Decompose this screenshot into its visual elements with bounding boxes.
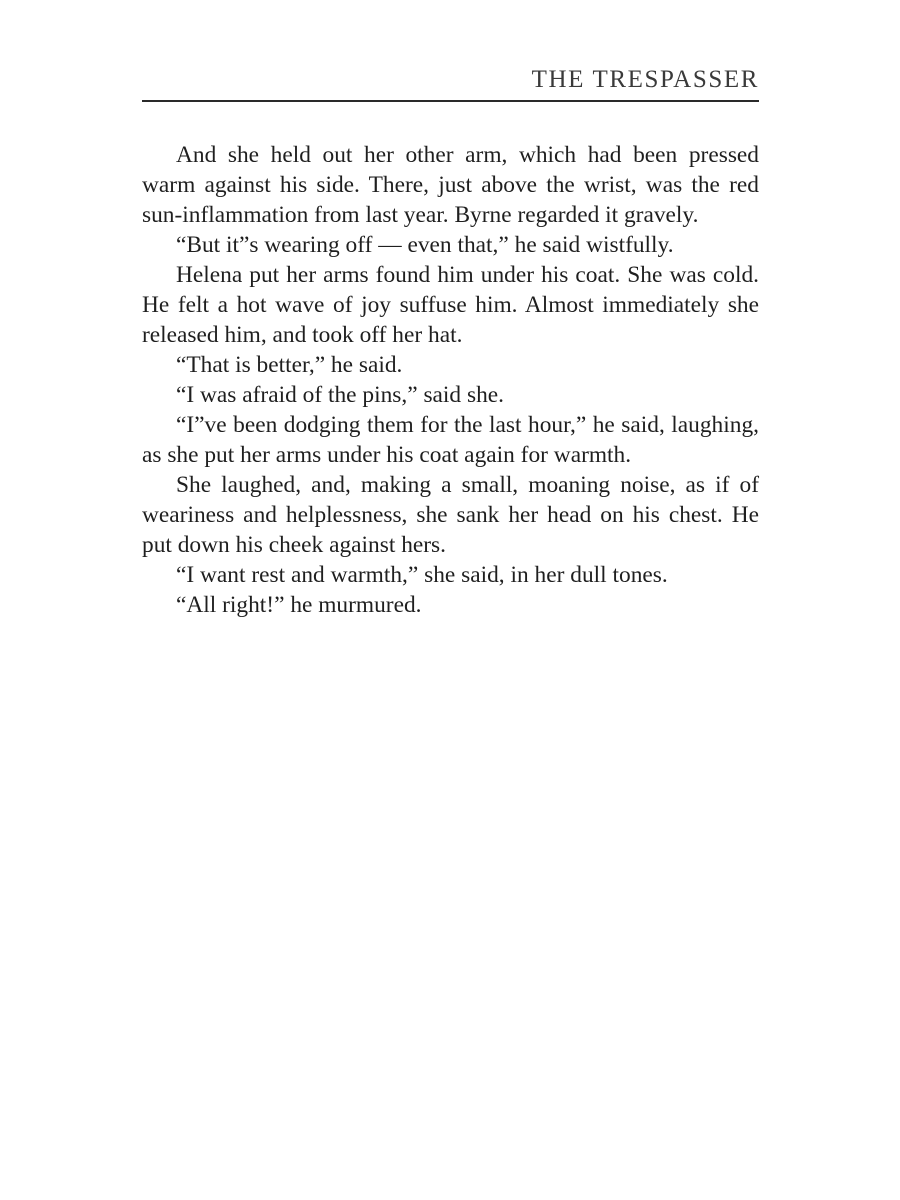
paragraph: Helena put her arms found him under his coat. She was cold. He felt a hot wave of joy suffuse him. Almost immediately she released him, and took off her hat. xyxy=(142,262,759,348)
body-text xyxy=(142,140,759,620)
paragraph: “I want rest and warmth,” she said, in her dull tones. xyxy=(176,562,668,588)
paragraph: “All right!” he murmured. xyxy=(176,592,422,618)
paragraph: “I”ve been dodging them for the last hour,” he said, laughing, as she put her arms under his coat again for warmth. xyxy=(142,412,759,468)
running-head: THE TRESPASSER xyxy=(531,66,759,93)
book-page xyxy=(142,0,759,1200)
paragraph: “That is better,” he said. xyxy=(176,352,403,378)
paragraph: And she held out her other arm, which had been pressed warm against his side. There, just above the wrist, was the red sun-inflammation from last year. Byrne regarded it gravely. xyxy=(142,142,759,228)
paragraph: “But it”s wearing off — even that,” he said wistfully. xyxy=(176,232,674,258)
paragraph: “I was afraid of the pins,” said she. xyxy=(176,382,505,408)
header-rule xyxy=(142,100,759,102)
paragraph: She laughed, and, making a small, moaning noise, as if of weariness and helplessness, she sank her head on his chest. He put down his cheek against hers. xyxy=(142,472,759,558)
